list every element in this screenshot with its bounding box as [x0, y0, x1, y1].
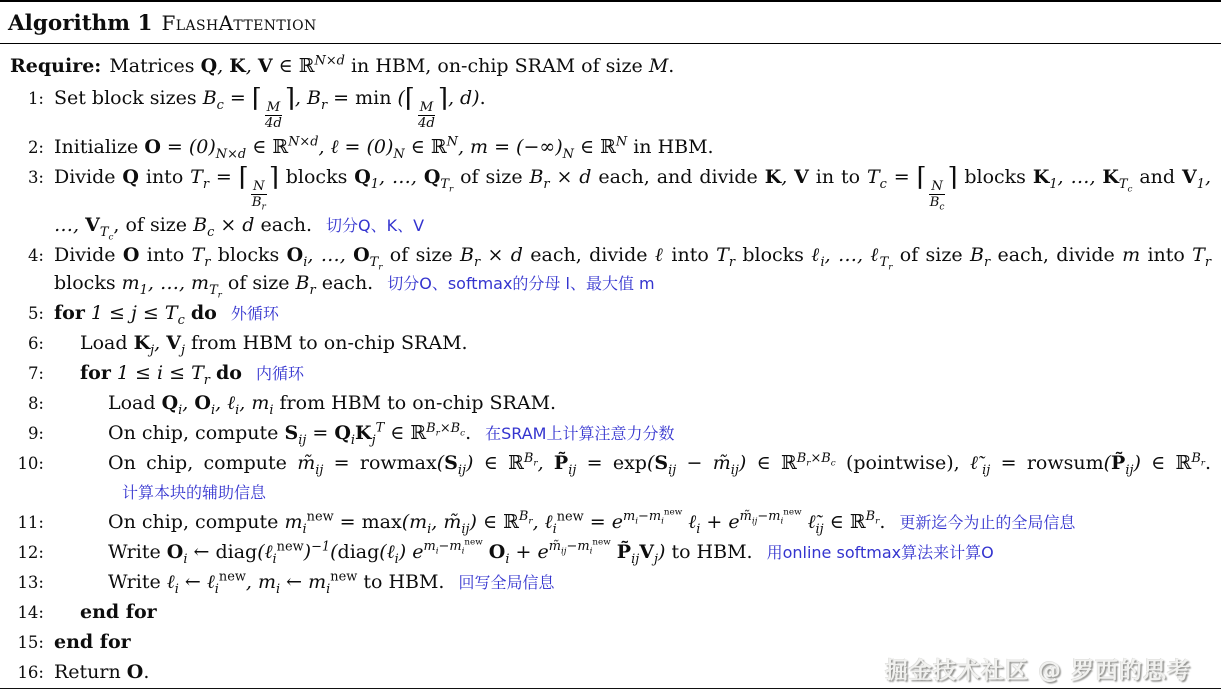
- line-text: Initialize $O = (0)_{N\times d}$ ∈ ℝ$^{N\times d}$, ℓ = $(0)_N$ ∈ ℝ$^N$, $m = (-\infty)_N$ ∈ ℝ$^N$ in HBM.: [54, 134, 714, 162]
- line-number: 10:: [17, 454, 44, 474]
- line-content: [54, 133, 1211, 162]
- algorithm-header: [0, 5, 1221, 44]
- algorithm-title: FlashAttention: [161, 11, 317, 35]
- algorithm-line: [8, 162, 1211, 243]
- line-content: [54, 419, 1211, 448]
- line-text: On chip, compute $m_i^{new} = \max(m_i$, $m̃_{ij}$) ∈ ℝ$^{B_r}$, ℓ$_i^{new}$ = $e^{m_i-m_i^{new}}$ ℓ$_i$ + $e^{m̃_{ij}-m_i^{new}}$ $\ell̃_{ij}$ ∈ ℝ$^{B_r}$.: [108, 508, 886, 537]
- algorithm-lines: [8, 84, 1211, 687]
- require-label: Require:: [10, 55, 102, 77]
- line-content: [54, 538, 1211, 567]
- line-note: 计算本块的辅助信息: [122, 482, 267, 502]
- bottom-rule: [0, 688, 1221, 689]
- line-note: 在SRAM上计算注意力分数: [485, 424, 675, 444]
- line-number: 9:: [27, 424, 44, 444]
- algorithm-line: [8, 449, 1211, 506]
- line-content: [54, 449, 1211, 506]
- line-number: 8:: [27, 394, 44, 414]
- line-number: 16:: [17, 662, 44, 682]
- line-text: On chip, compute $S_{ij} = Q_iK_j^T$ ∈ ℝ$^{B_r\times B_c}$.: [108, 420, 472, 449]
- require-text: Matrices Q, K, V ∈ ℝ$^{N\times d}$ in HBM, on-chip SRAM of size M.: [109, 53, 675, 77]
- algorithm-line: [8, 538, 1211, 567]
- watermark: 掘金技术社区 @ 罗西的思考: [884, 658, 1191, 684]
- line-text: for $1 \le i \le T_r$ do: [80, 362, 242, 389]
- line-text: for $1 \le j \le T_c$ do: [54, 302, 217, 329]
- line-text: Load $K_j$, $V_j$ from HBM to on-chip SRAM.: [80, 332, 468, 359]
- algorithm-line: [8, 241, 1212, 301]
- line-text: end for: [54, 630, 131, 653]
- algorithm-line: [8, 299, 1211, 328]
- algorithm-line: [8, 598, 1211, 627]
- line-text: Set block sizes $B_c$ = ⌈ $\frac{M}{4d}$ ⌉, $B_r = \min$ (⌈ $\frac{M}{4d}$ ⌉, d).: [54, 83, 486, 132]
- line-number: 12:: [17, 542, 44, 562]
- algorithm-line: [8, 419, 1211, 448]
- line-number: 11:: [17, 512, 44, 532]
- algorithm-line: [8, 508, 1211, 537]
- line-note: 用online softmax算法来计算O: [766, 542, 994, 562]
- line-text: Divide Q into $T_r$ = ⌈ $\frac{N}{B_r}$ ⌉ blocks $Q_1$, …, $Q_{T_r}$ of size $B_r \times d$ each, and divide K, V in to $T_c$ = ⌈ $\frac{N}{B_c}$ ⌉ blocks $K_1$, …, $K_{T_c}$ and $V_1$, …, $V_{T_c}$, of size $B_c \times d$ each.: [54, 162, 1211, 243]
- line-note: 切分O、softmax的分母 l、最大值 m: [387, 274, 655, 294]
- line-text: end for: [80, 600, 157, 623]
- line-content: [54, 299, 1211, 328]
- line-number: 3:: [27, 167, 44, 187]
- line-note: 切分Q、K、V: [326, 215, 425, 235]
- line-content: [54, 508, 1211, 537]
- line-note: 回写全局信息: [458, 572, 555, 592]
- line-text: Divide O into $T_r$ blocks $O_i$, …, $O_{T_r}$ of size $B_r \times d$ each, divide ℓ into $T_r$ blocks ℓ$_i$, …, ℓ$_{T_r}$ of size $B_r$ each, divide m into $T_r$ blocks $m_1$, …, $m_{T_r}$ of size $B_r$ each.: [54, 243, 1212, 301]
- algorithm-line: [8, 359, 1211, 388]
- line-note: 更新迄今为止的全局信息: [899, 512, 1076, 532]
- line-number: 14:: [17, 602, 44, 622]
- algorithm-line: [8, 568, 1211, 597]
- line-content: [54, 329, 1211, 358]
- line-note: 外循环: [230, 304, 279, 324]
- algorithm-line: [8, 389, 1211, 418]
- line-number: 6:: [27, 334, 44, 354]
- line-text: Write ℓ$_i$ ← ℓ$_i^{new}$, $m_i$ ← $m_i^{new}$ to HBM.: [108, 569, 445, 597]
- line-text: Write $O_i$ ← diag(ℓ$_i^{new}$)$^{-1}$(diag(ℓ$_i$) $e^{m_i-m_i^{new}}$ $O_i + e^{m̃_{ij}-m_i^{new}}$ $P̃_{ij}V_j$) to HBM.: [108, 538, 753, 567]
- line-content: [54, 84, 1211, 132]
- require-line: [10, 52, 1211, 81]
- algorithm-line: [8, 133, 1211, 162]
- line-number: 2:: [27, 137, 44, 157]
- algorithm-body: [0, 44, 1221, 686]
- line-number: 4:: [27, 245, 44, 265]
- line-text: On chip, compute $m̃_{ij} = rowmax(S_{ij})$ ∈ ℝ$^{B_r}$, $P̃_{ij} = \exp(S_{ij}$ − $m̃_{ij}$) ∈ ℝ$^{B_r\times B_c}$ (pointwise), $\ell̃_{ij}$ = $rowsum(P̃_{ij})$ ∈ ℝ$^{B_r}$.: [108, 450, 1212, 479]
- algorithm-line: [8, 329, 1211, 358]
- line-text: Return O.: [54, 660, 150, 683]
- algorithm-line: [8, 84, 1211, 132]
- line-content: [54, 598, 1211, 627]
- line-note: 内循环: [255, 364, 304, 384]
- line-content: [54, 241, 1212, 301]
- line-number: 13:: [17, 572, 44, 592]
- line-content: [54, 162, 1211, 243]
- line-number: 7:: [27, 364, 44, 384]
- line-number: 5:: [27, 304, 44, 324]
- line-content: [54, 389, 1211, 418]
- line-number: 1:: [27, 88, 44, 108]
- line-text: Load $Q_i$, $O_i$, ℓ$_i$, $m_i$ from HBM to on-chip SRAM.: [108, 392, 557, 419]
- line-content: [54, 568, 1211, 597]
- algorithm-label: Algorithm 1: [8, 11, 153, 36]
- line-number: 15:: [17, 632, 44, 652]
- line-content: [54, 359, 1211, 388]
